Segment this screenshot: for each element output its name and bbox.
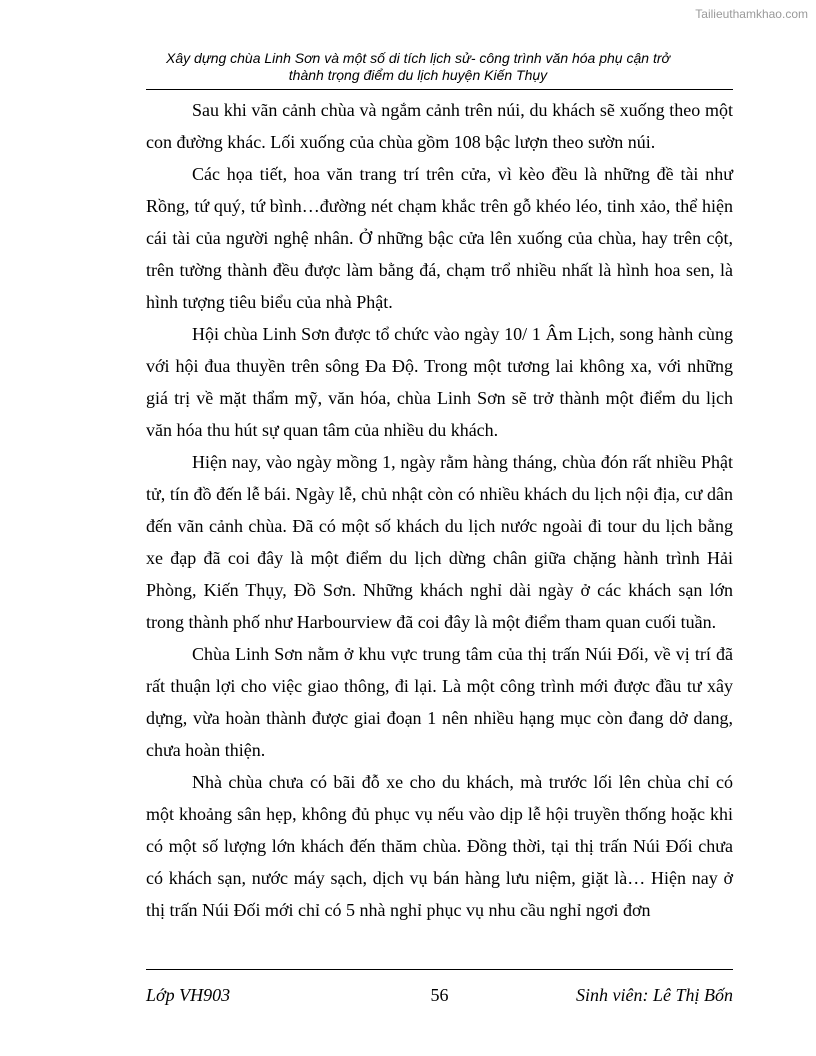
paragraph-6: Nhà chùa chưa có bãi đỗ xe cho du khách, mà trước lối lên chùa chỉ có một khoảng sân hẹp, không đủ phục vụ nếu vào dịp lễ hội truyền thống hoặc khi có một số lượng lớn khách đến thăm chùa. Đồng thời, tại thị trấn Núi Đối chưa có khách sạn, nước máy sạch, dịch vụ bán hàng lưu niệm, giặt là… Hiện nay ở thị trấn Núi Đối mới chỉ có 5 nhà nghỉ phục vụ nhu cầu nghỉ ngơi đơn — [146, 772, 733, 920]
page-number: 56 — [430, 985, 449, 1005]
header-divider — [146, 89, 733, 90]
document-body — [146, 94, 733, 926]
paragraph-2: Các họa tiết, hoa văn trang trí trên cửa, vì kèo đều là những đề tài như Rồng, tứ quý, tứ bình…đường nét chạm khắc trên gỗ khéo léo, tinh xảo, thể hiện cái tài của người nghệ nhân. Ở những bậc cửa lên xuống của chùa, hay trên cột, trên tường thành đều được làm bằng đá, chạm trổ nhiều nhất là hình hoa sen, là hình tượng tiêu biểu của nhà Phật. — [146, 164, 733, 312]
paragraph-3: Hội chùa Linh Sơn được tổ chức vào ngày 10/ 1 Âm Lịch, song hành cùng với hội đua thuyền trên sông Đa Độ. Trong một tương lai không xa, với những giá trị về mặt thẩm mỹ, văn hóa, chùa Linh Sơn sẽ trở thành một điểm du lịch văn hóa thu hút sự quan tâm của nhiều du khách. — [146, 324, 733, 440]
watermark: Tailieuthamkhao.com — [695, 7, 808, 21]
paragraph-4: Hiện nay, vào ngày mồng 1, ngày rằm hàng tháng, chùa đón rất nhiều Phật tử, tín đồ đến lễ bái. Ngày lễ, chủ nhật còn có nhiều khách du lịch nội địa, cư dân đến vãn cảnh chùa. Đã có một số khách du lịch nước ngoài đi tour du lịch bằng xe đạp đã coi đây là một điểm du lịch dừng chân giữa chặng hành trình Hải Phòng, Kiến Thụy, Đồ Sơn. Những khách nghỉ dài ngày ở các khách sạn lớn trong thành phố như Harbourview đã coi đây là một điểm tham quan cuối tuần. — [146, 452, 733, 632]
footer-class-label: Lớp VH903 — [146, 985, 231, 1005]
paragraph-5: Chùa Linh Sơn nằm ở khu vực trung tâm của thị trấn Núi Đối, về vị trí đã rất thuận lợi cho việc giao thông, đi lại. Là một công trình mới được đầu tư xây dựng, vừa hoàn thành được giai đoạn 1 nên nhiều hạng mục còn đang dở dang, chưa hoàn thiện. — [146, 644, 733, 760]
page-header — [100, 50, 736, 84]
header-line-2: thành trọng điểm du lịch huyện Kiến Thụy — [288, 67, 548, 83]
header-line-1: Xây dựng chùa Linh Sơn và một số di tích lịch sử- công trình văn hóa phụ cận trở — [166, 50, 670, 66]
footer-divider — [146, 969, 733, 970]
paragraph-1: Sau khi vãn cảnh chùa và ngắm cảnh trên núi, du khách sẽ xuống theo một con đường khác. Lối xuống của chùa gồm 108 bậc lượn theo sườn núi. — [146, 100, 733, 152]
page-footer — [146, 985, 733, 1009]
footer-student: Sinh viên: Lê Thị Bốn — [576, 985, 733, 1005]
